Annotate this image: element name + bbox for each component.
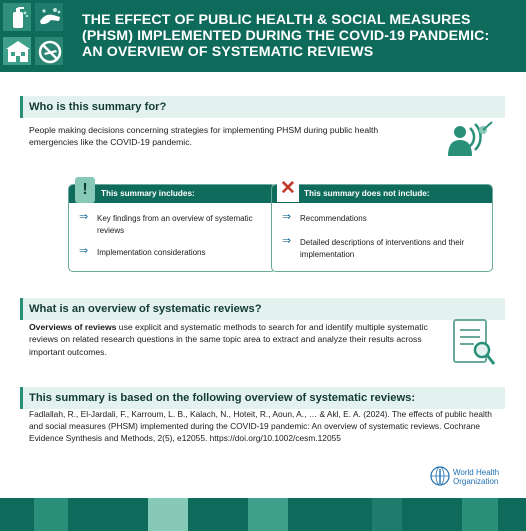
includes-heading: This summary includes: bbox=[69, 185, 275, 203]
list-item-text: Implementation considerations bbox=[97, 248, 206, 257]
footer-stripe bbox=[34, 498, 68, 531]
handwashing-icon bbox=[34, 2, 64, 32]
who-logo-line2: Organization bbox=[453, 477, 499, 486]
list-item bbox=[79, 247, 206, 259]
doi-link[interactable]: https://doi.org/10.1002/cesm.12055 bbox=[209, 432, 341, 443]
list-item-text: Recommendations bbox=[300, 214, 367, 223]
arrow-icon: ⇒ bbox=[282, 211, 292, 223]
who-logo bbox=[430, 466, 516, 490]
hand-sanitizer-icon bbox=[2, 2, 32, 32]
header-icon-grid bbox=[2, 2, 68, 70]
footer-stripe bbox=[248, 498, 288, 531]
citation-text: Fadlallah, R., El-Jardali, F., Karroum, L. B., Kalach, N., Hoteit, R., Aoun, A., … & Akl, E. A. (2024). The effects of public health and social measures (PHSM) implemented during the COVID-19 pandemic: An overview of systematic reviews. Cochrane Evidence Synthesis and Methods, 2(5), e12055. bbox=[29, 409, 492, 443]
excludes-heading: This summary does not include: bbox=[272, 185, 492, 203]
list-item-text: Detailed descriptions of interventions and their implementation bbox=[300, 238, 465, 259]
document-review-icon bbox=[448, 314, 498, 370]
arrow-icon: ⇒ bbox=[79, 211, 89, 223]
list-item bbox=[282, 213, 367, 225]
decision-maker-icon bbox=[440, 118, 498, 158]
overview-text: use explicit and systematic methods to search for and identify multiple systematic reviews on related research questions in the same topic area to extract and analyze their results across important outcomes. bbox=[29, 322, 428, 357]
footer-stripe bbox=[0, 498, 34, 531]
footer-stripe bbox=[372, 498, 402, 531]
school-building-icon bbox=[2, 36, 32, 66]
page-title: THE EFFECT OF PUBLIC HEALTH & SOCIAL MEASURES (PHSM) IMPLEMENTED DURING THE COVID-19 PANDEMIC: AN OVERVIEW OF SYSTEMATIC REVIEWS bbox=[82, 12, 490, 60]
overview-body bbox=[29, 321, 441, 358]
footer-stripe bbox=[148, 498, 188, 531]
citation bbox=[29, 409, 499, 444]
excludes-box bbox=[271, 178, 493, 272]
footer-stripe bbox=[462, 498, 498, 531]
arrow-icon: ⇒ bbox=[282, 235, 292, 247]
list-item bbox=[282, 237, 482, 260]
header-banner bbox=[0, 0, 526, 72]
overview-lead: Overviews of reviews bbox=[29, 322, 117, 332]
based-on-heading: This summary is based on the following overview of systematic reviews: bbox=[20, 387, 505, 409]
footer-stripe bbox=[402, 498, 462, 531]
who-for-body: People making decisions concerning strategies for implementing PHSM during public health emergencies like the COVID-19 pandemic. bbox=[29, 125, 379, 148]
who-for-section bbox=[20, 96, 505, 162]
based-on-section bbox=[20, 387, 505, 451]
list-item-text: Key findings from an overview of systematic reviews bbox=[97, 214, 253, 235]
footer-bar bbox=[0, 498, 526, 531]
who-for-heading: Who is this summary for? bbox=[20, 96, 505, 118]
who-logo-line1: World Health bbox=[453, 468, 500, 477]
arrow-icon: ⇒ bbox=[79, 245, 89, 257]
includes-box bbox=[68, 181, 276, 272]
exclamation-icon: ! bbox=[75, 177, 95, 203]
who-logo-text bbox=[453, 468, 499, 486]
overview-heading: What is an overview of systematic reviews? bbox=[20, 298, 505, 320]
overview-section bbox=[20, 298, 505, 378]
footer-stripe bbox=[68, 498, 148, 531]
footer-stripe bbox=[288, 498, 372, 531]
who-emblem-icon bbox=[430, 466, 450, 486]
footer-stripe bbox=[498, 498, 526, 531]
close-icon: ✕ bbox=[277, 176, 299, 202]
footer-stripe bbox=[188, 498, 248, 531]
airplane-restriction-icon bbox=[34, 36, 64, 66]
list-item bbox=[79, 213, 275, 236]
